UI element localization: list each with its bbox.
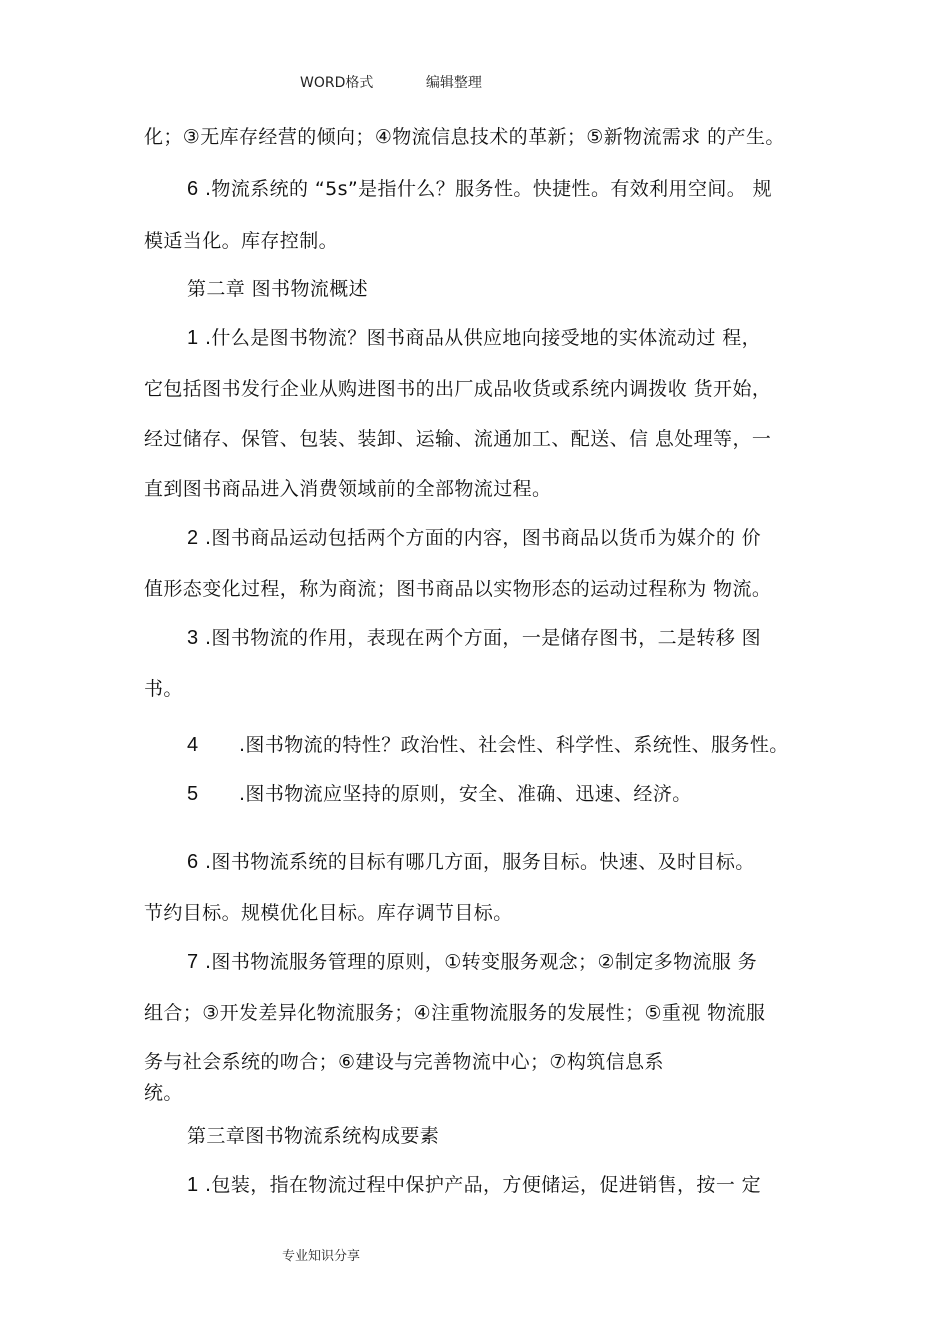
list-item-1b (187, 1170, 761, 1197)
item-text: .什么是图书物流？图书商品从供应地向接受地的实体流动过 程， (204, 327, 762, 349)
text-line: 它包括图书发行企业从购进图书的出厂成品收货或系统内调拨收 货开始， (144, 378, 772, 400)
item-number: 1 (187, 327, 199, 349)
text-line: 模适当化。库存控制。 (144, 230, 339, 252)
item-text: .包装，指在物流过程中保护产品，方便储运，促进销售，按一 定 (204, 1174, 762, 1196)
list-item-4 (187, 730, 789, 757)
text-line: 值形态变化过程，称为商流；图书商品以实物形态的运动过程称为 物流。 (144, 578, 772, 600)
text-line: 书。 (144, 678, 183, 700)
text-line: 经过储存、保管、包装、装卸、运输、流通加工、配送、信 息处理等，一 (144, 428, 772, 450)
text-line: 节约目标。规模优化目标。库存调节目标。 (144, 902, 513, 924)
item-number: 6 (187, 178, 199, 200)
text-line: 统。 (144, 1082, 183, 1104)
item-text: .图书物流的特性？政治性、社会性、科学性、系统性、服务性。 (238, 734, 789, 756)
list-item-5 (187, 779, 692, 806)
list-item-3 (187, 623, 761, 650)
list-item-7 (187, 947, 757, 974)
item-number: 7 (187, 951, 199, 973)
list-item-1 (187, 323, 761, 350)
text-line: 直到图书商品进入消费领域前的全部物流过程。 (144, 478, 552, 500)
text-line: 化；③无库存经营的倾向；④物流信息技术的革新；⑤新物流需求 的产生。 (144, 126, 785, 148)
item-text: .图书商品运动包括两个方面的内容，图书商品以货币为媒介的 价 (204, 527, 762, 549)
page-header (300, 72, 482, 92)
item-text: .图书物流应坚持的原则，安全、准确、迅速、经济。 (238, 783, 692, 805)
chapter-heading: 第三章图书物流系统构成要素 (187, 1125, 440, 1147)
item-number: 3 (187, 627, 199, 649)
item-text: .图书物流的作用，表现在两个方面，一是储存图书，二是转移 图 (204, 627, 762, 649)
list-item-6 (187, 174, 772, 201)
list-item-2 (187, 523, 761, 550)
item-text: .图书物流服务管理的原则，①转变服务观念；②制定多物流服 务 (204, 951, 758, 973)
header-edit: 编辑整理 (425, 75, 482, 91)
item-number: 2 (187, 527, 199, 549)
chapter-heading: 第二章 图书物流概述 (187, 278, 369, 300)
page-footer: 专业知识分享 (282, 1249, 361, 1264)
item-number: 6 (187, 851, 199, 873)
item-number: 4 (187, 734, 199, 756)
item-number: 5 (187, 783, 199, 805)
text-line: 务与社会系统的吻合；⑥建设与完善物流中心；⑦构筑信息系 (144, 1051, 664, 1073)
header-word-format: WORD格式 (300, 75, 374, 91)
item-text: .物流系统的 “5s”是指什么？服务性。快捷性。有效利用空间。 规 (204, 178, 772, 200)
item-text: .图书物流系统的目标有哪几方面，服务目标。快速、及时目标。 (204, 851, 755, 873)
text-line: 组合；③开发差异化物流服务；④注重物流服务的发展性；⑤重视 物流服 (144, 1002, 766, 1024)
list-item-6b (187, 847, 755, 874)
item-number: 1 (187, 1174, 199, 1196)
